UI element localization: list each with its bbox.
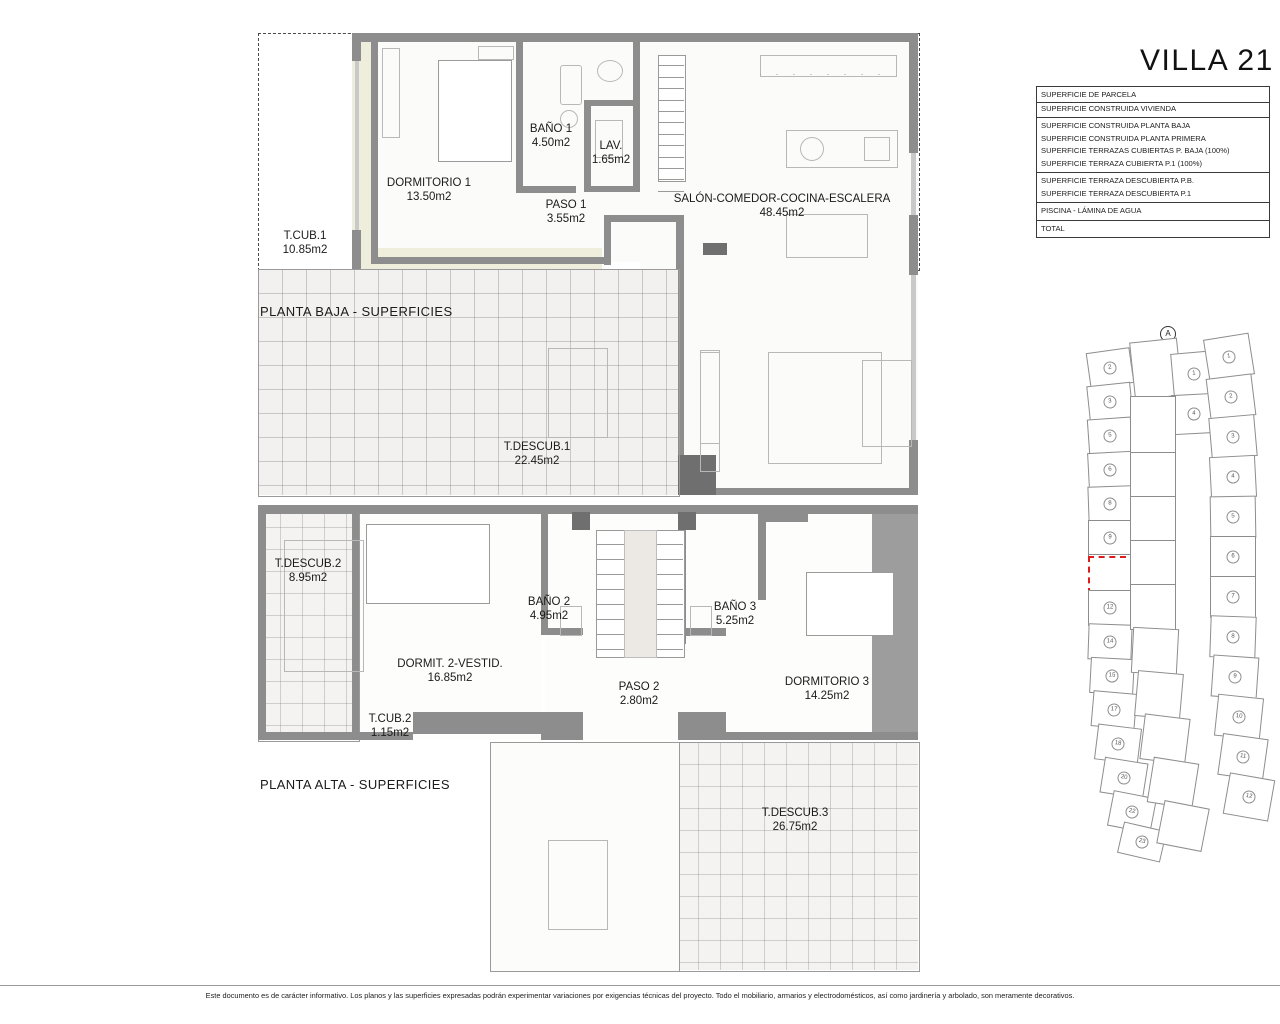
surfaces-group	[1037, 203, 1269, 221]
room-label-paso-2: PASO 2 2.80m2	[618, 681, 660, 707]
surfaces-group	[1037, 221, 1269, 238]
site-plot[interactable]: 14	[1087, 623, 1132, 661]
room-label-paso-1: PASO 1 3.55m2	[545, 199, 587, 225]
room-label-tdescub-3: T.DESCUB.3 26.75m2	[761, 807, 829, 833]
terrace-table-1	[548, 348, 608, 438]
dining-table	[786, 214, 868, 258]
site-plot[interactable]	[1130, 452, 1176, 498]
site-plot[interactable]	[1130, 540, 1176, 586]
room-label-dormit-2: DORMIT. 2-VESTID. 16.85m2	[397, 658, 503, 684]
room-label-tcub-1: T.CUB.1 10.85m2	[282, 230, 328, 256]
bed-furniture	[438, 60, 512, 162]
wall-top	[352, 33, 918, 42]
wardrobe	[382, 48, 400, 138]
site-plot[interactable]	[1131, 627, 1179, 675]
site-plot[interactable]	[1156, 800, 1210, 852]
room-label-tdescub-1: T.DESCUB.1 22.45m2	[503, 441, 571, 467]
site-plot[interactable]: 3	[1208, 414, 1257, 460]
site-plot[interactable]: 1	[1203, 333, 1255, 382]
site-plot[interactable]: 22	[1107, 790, 1157, 834]
surfaces-group	[1037, 87, 1269, 118]
wall-bath1-left	[516, 42, 523, 192]
site-plot[interactable]	[1130, 396, 1176, 454]
site-plot[interactable]: 15	[1089, 657, 1135, 695]
surface-row: PISCINA - LÁMINA DE AGUA	[1041, 206, 1142, 215]
room-label-tcub-2: T.CUB.2 1.15m2	[368, 713, 412, 739]
room-label-salon: SALÓN-COMEDOR-COCINA-ESCALERA 48.45m2	[673, 193, 891, 219]
column-stair-left	[572, 512, 590, 530]
wall-bath1-bottom	[516, 186, 576, 193]
column-small	[703, 243, 727, 255]
site-plot[interactable]: 20	[1099, 757, 1148, 799]
staircase-first-steps-left	[596, 530, 624, 656]
site-plot[interactable]: 7	[1210, 576, 1256, 618]
room-label-lav: LAV. 1.65m2	[591, 140, 631, 166]
bathtub	[560, 65, 582, 105]
site-plan	[1060, 318, 1275, 863]
tv-unit	[700, 352, 720, 444]
page-title: VILLA 21	[1140, 44, 1274, 77]
wall-paso2-right	[678, 712, 726, 740]
site-plot[interactable]	[1130, 496, 1176, 542]
surface-row: SUPERFICIE TERRAZA DESCUBIERTA P.B.	[1041, 176, 1195, 185]
bed-3	[806, 572, 894, 636]
surface-row: SUPERFICIE TERRAZA DESCUBIERTA P.1	[1041, 188, 1192, 198]
wall-tcub2	[413, 712, 543, 734]
site-plot[interactable]: 10	[1214, 694, 1264, 741]
wall-bedroom3-top	[758, 514, 808, 522]
site-plot[interactable]: 12	[1223, 772, 1276, 821]
site-plot[interactable]: 1	[1170, 350, 1218, 398]
wall-bedroom3-left	[758, 514, 766, 600]
room-label-bano-3: BAÑO 3 5.25m2	[713, 601, 757, 627]
site-plot[interactable]: 6	[1087, 451, 1133, 489]
staircase-steps	[658, 55, 684, 180]
room-label-bano-2: BAÑO 2 4.95m2	[527, 596, 571, 622]
staircase-void	[624, 530, 657, 658]
site-plot[interactable]: 2	[1206, 373, 1257, 420]
wall-right-top	[909, 33, 918, 153]
site-plot[interactable]: 8	[1209, 615, 1256, 659]
footer-divider	[0, 985, 1280, 986]
site-plot[interactable]: 4	[1171, 393, 1217, 435]
wall-lav-top	[584, 100, 638, 106]
surface-row: TOTAL	[1041, 223, 1065, 233]
wall-bottom-first	[726, 732, 918, 740]
hob-icon	[800, 137, 824, 161]
wall-left-bottom	[352, 230, 361, 270]
site-plot[interactable]	[1134, 670, 1184, 720]
site-plot[interactable]: 3	[1086, 382, 1134, 422]
site-plot[interactable]: 5	[1087, 417, 1133, 456]
surfaces-table	[1036, 86, 1270, 238]
surface-row: SUPERFICIE TERRAZA CUBIERTA P.1 (100%)	[1041, 158, 1203, 168]
wall-left-window	[355, 61, 359, 230]
room-label-dormitorio-1: DORMITORIO 1 13.50m2	[386, 177, 472, 203]
nightstand	[478, 46, 514, 60]
sofa-side	[862, 360, 912, 447]
surfaces-group	[1037, 118, 1269, 173]
bed-2	[366, 524, 490, 604]
site-plot[interactable]: 4	[1209, 455, 1257, 499]
wall-stair-right	[633, 42, 640, 192]
site-plot[interactable]: 18	[1094, 723, 1142, 764]
wall-bedroom-bottom	[371, 257, 611, 264]
site-plot[interactable]: 11	[1217, 733, 1268, 781]
north-arrow-icon: A	[1160, 326, 1176, 342]
surfaces-group	[1037, 173, 1269, 203]
wall-left-first	[258, 505, 266, 740]
wall-lav-bottom	[584, 186, 638, 192]
staircase-first-steps-right	[655, 530, 683, 656]
column-stair-right	[678, 512, 696, 530]
room-label-tdescub-2: T.DESCUB.2 8.95m2	[274, 558, 342, 584]
surface-row: SUPERFICIE DE PARCELA	[1037, 89, 1269, 103]
site-plot[interactable]: 8	[1087, 485, 1132, 523]
section-title-ground: PLANTA BAJA - SUPERFICIES	[260, 304, 453, 319]
surface-row: SUPERFICIE TERRAZAS CUBIERTAS P. BAJA (100%)	[1041, 146, 1230, 155]
site-plot[interactable]: 12	[1088, 590, 1132, 626]
room-label-bano-1: BAÑO 1 4.50m2	[529, 123, 573, 149]
site-plot[interactable]	[1139, 713, 1190, 764]
site-plot[interactable]: 6	[1210, 536, 1256, 578]
wall-left-top	[352, 33, 361, 61]
wall-right-mid	[909, 215, 918, 275]
wall-bedroom-left	[371, 42, 378, 264]
surface-row: SUPERFICIE CONSTRUIDA PLANTA BAJA	[1041, 121, 1191, 130]
site-plot[interactable]: 23	[1117, 821, 1167, 862]
toilet	[597, 60, 623, 82]
kitchen-hatch	[760, 55, 895, 75]
wall-paso2-bottom	[541, 712, 583, 740]
site-plot[interactable]	[1130, 584, 1176, 630]
terrace-descub-3-outline	[676, 742, 920, 972]
footer-disclaimer: Este documento es de carácter informativo. Los planos y las superficies expresadas podrán experimentar variaciones por exigencias técnicas del proyecto. Todo el mobiliario, armarios y electrodomésticos, así como jardinería y arbolado, son meramente decorativos.	[205, 991, 1075, 1000]
wall-right-bottom	[909, 440, 918, 495]
sink-kitchen	[864, 137, 890, 161]
surface-row: SUPERFICIE CONSTRUIDA VIVIENDA	[1041, 103, 1177, 113]
surface-row: SUPERFICIE CONSTRUIDA PLANTA PRIMERA	[1041, 133, 1206, 143]
site-plot[interactable]: 5	[1210, 496, 1257, 539]
site-plot[interactable]: 9	[1211, 654, 1260, 699]
site-plot[interactable]: 17	[1091, 690, 1138, 730]
terrace-table-2	[548, 840, 608, 930]
site-plot[interactable]: 9	[1088, 520, 1132, 556]
site-plot[interactable]: 2	[1086, 347, 1135, 389]
section-title-first: PLANTA ALTA - SUPERFICIES	[260, 777, 450, 792]
room-label-dormitorio-3: DORMITORIO 3 14.25m2	[784, 676, 870, 702]
